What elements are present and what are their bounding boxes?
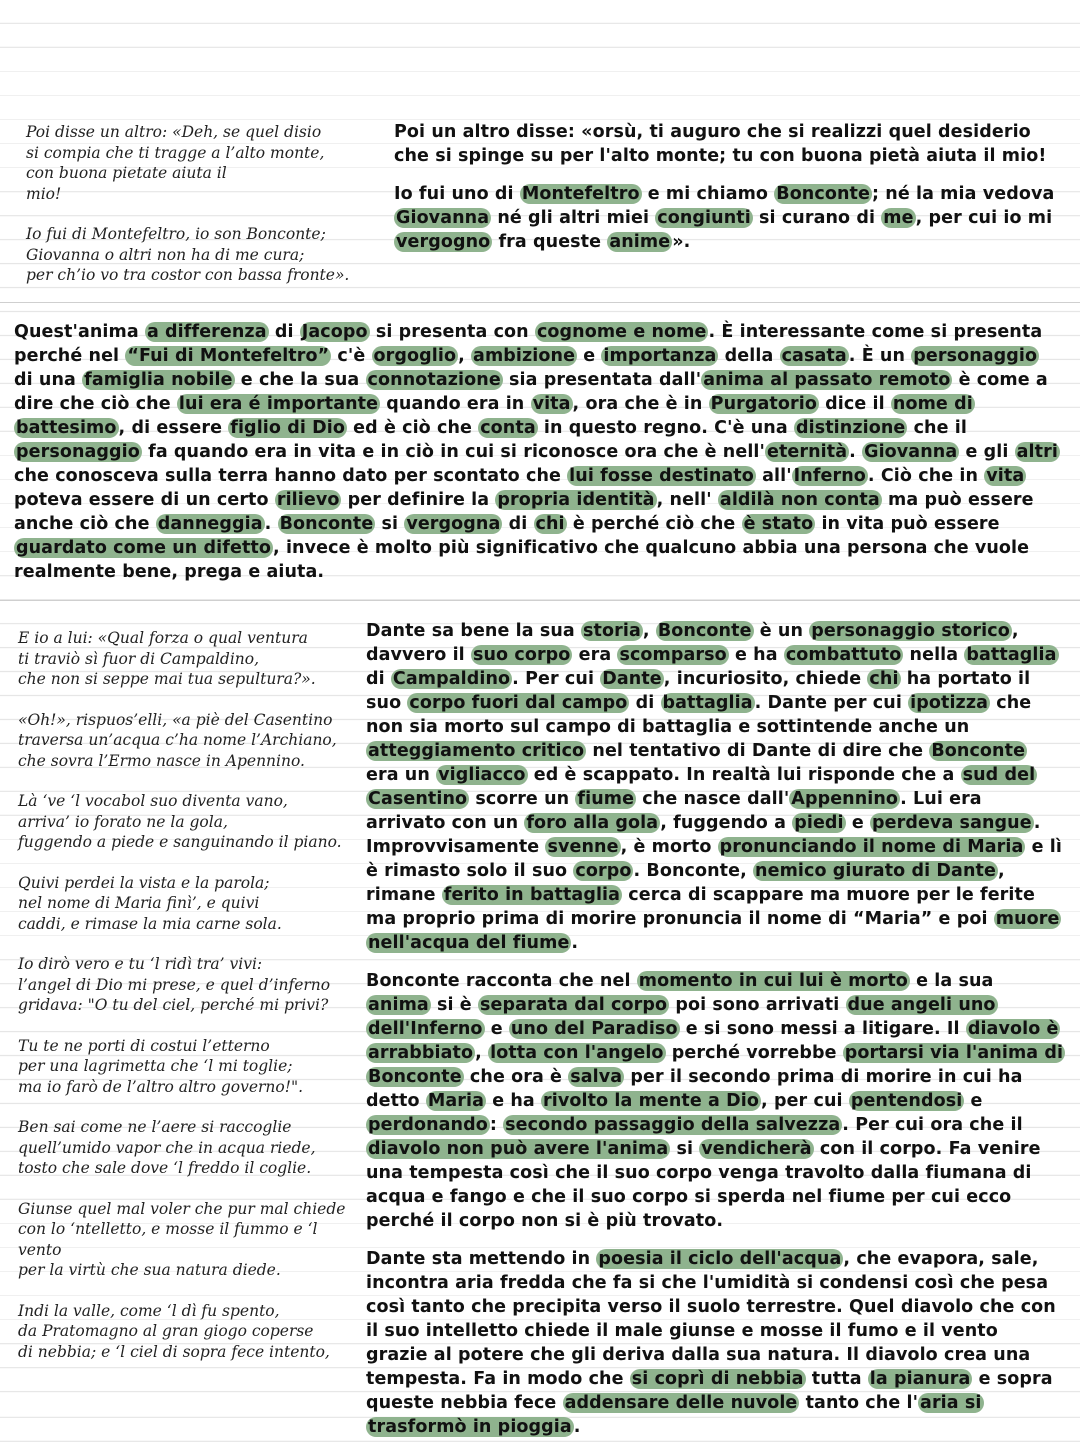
verse-line: Poi disse un altro: «Deh, se quel disio <box>26 123 322 141</box>
verse-line: per la virtù che sua natura diede. <box>18 1261 281 1279</box>
highlighted-phrase: lui fosse destinato <box>569 466 754 486</box>
verse-line: ti traviò sì fuor di Campaldino, <box>18 649 260 668</box>
note-text: Io fui uno di <box>394 184 520 204</box>
highlighted-phrase: vergogno <box>396 232 491 252</box>
poem-stanza <box>18 791 360 853</box>
note-text: . <box>573 1417 581 1437</box>
highlighted-phrase: nemico giurato di Dante <box>755 861 996 881</box>
note-text: . È interessante come si presenta perché nel <box>14 322 1043 366</box>
note-text: , <box>475 1043 489 1063</box>
note-text: , rimane <box>366 861 1005 905</box>
highlighted-phrase: battaglia <box>966 645 1057 665</box>
highlighted-phrase: perdeva sangue <box>872 813 1032 833</box>
highlighted-phrase: battaglia <box>662 693 753 713</box>
verse-line: Quivi perdei la vista e la parola; <box>18 873 270 892</box>
highlighted-phrase: propria identità <box>497 490 655 510</box>
note-text: tanto che l' <box>799 1393 919 1413</box>
note-text: e <box>964 1091 983 1111</box>
note-text: e lì è rimasto solo il suo <box>366 837 1062 881</box>
verse-line: ma io farò de l’altro altro governo!". <box>18 1077 304 1096</box>
highlighted-phrase: personaggio storico <box>811 621 1010 641</box>
highlighted-phrase: fiume <box>577 789 635 809</box>
highlighted-phrase: chi <box>869 669 899 689</box>
highlighted-phrase: perdonando <box>368 1115 488 1135</box>
verse-line: con lo ‘ntelletto, e mosse il fummo e ‘l vento <box>18 1220 318 1259</box>
highlighted-phrase: distinzione <box>795 418 906 438</box>
note-text: e si sono messi a litigare. Il <box>679 1019 966 1039</box>
highlighted-phrase: è stato <box>743 514 814 534</box>
note-text: fra queste <box>492 232 608 252</box>
verse-line: che sovra l’Ermo nasce in Apennino. <box>18 751 305 770</box>
highlighted-phrase: rilievo <box>276 490 340 510</box>
note-text: si curano di <box>752 208 882 228</box>
verse-line: si compia che ti tragge a l’alto monte, <box>26 143 325 162</box>
highlighted-phrase: Bonconte <box>931 741 1026 761</box>
note-text: per il secondo prima di morire in cui ha detto <box>366 1067 1023 1111</box>
highlighted-phrase: Montefeltro <box>521 184 640 204</box>
verse-line: arriva’ io forato ne la gola, <box>18 812 228 831</box>
note-text: e che la sua <box>234 370 366 390</box>
verse-line: con buona pietate aiuta il <box>26 164 227 182</box>
note-text: che nasce dall' <box>636 789 790 809</box>
note-text: è un <box>753 621 810 641</box>
note-text: perché vorrebbe <box>665 1043 843 1063</box>
highlighted-phrase: anima al passato remoto <box>703 370 951 390</box>
highlighted-phrase: figlio di Dio <box>230 418 345 438</box>
handwritten-paragraph <box>366 969 1064 1233</box>
highlighted-phrase: si coprì di nebbia <box>631 1369 804 1389</box>
note-text: di <box>366 669 391 689</box>
poem-stanza <box>26 224 366 286</box>
verse-line: «Oh!», rispuos’elli, «a piè del Casentino <box>18 710 333 729</box>
highlighted-phrase: ferito in battaglia <box>443 885 621 905</box>
note-text: . Lui era arrivato con un <box>366 789 982 833</box>
verse-line: caddi, e rimase la mia carne sola. <box>18 914 282 933</box>
highlighted-phrase: nome di battesimo <box>16 394 973 438</box>
verse-line: per una lagrimetta che ‘l mi toglie; <box>18 1057 293 1075</box>
highlighted-phrase: storia <box>583 621 641 641</box>
verse-line: quell’umido vapor che in acqua riede, <box>18 1138 316 1157</box>
highlighted-phrase: Appennino <box>791 789 899 809</box>
note-text: in questo regno. C'è una <box>537 418 794 438</box>
highlighted-phrase: svenne <box>547 837 619 857</box>
highlighted-phrase: foro alla gola <box>526 813 659 833</box>
highlighted-phrase: Bonconte <box>776 184 870 204</box>
note-text: era <box>572 645 618 665</box>
highlighted-phrase: eternità <box>766 442 848 462</box>
note-text: Poi un altro disse: «orsù, ti auguro che si realizzi quel desiderio che si spinge su per l'alto monte; tu con buona pietà aiuta il mio! <box>394 122 1047 166</box>
note-text: tutta <box>805 1369 868 1389</box>
highlighted-phrase: personaggio <box>16 442 140 462</box>
highlighted-phrase: ipotizza <box>910 693 989 713</box>
note-text: scorre un <box>469 789 576 809</box>
note-text: . Bonconte, <box>633 861 754 881</box>
note-text: . Ciò che in <box>867 466 985 486</box>
note-text: era un <box>366 765 437 785</box>
note-text: che conosceva sulla terra hanno dato per scontato che <box>14 466 568 486</box>
verse-line: da Pratomagno al gran giogo coperse <box>18 1322 314 1340</box>
note-text: e <box>845 813 871 833</box>
note-text: poi sono arrivati <box>669 995 846 1015</box>
verse-line: fuggendo a piede e sanguinando il piano. <box>18 833 342 851</box>
note-text: nella <box>903 645 965 665</box>
handwritten-paragraph <box>394 120 1064 168</box>
note-text: si presenta con <box>369 322 535 342</box>
note-text: è come a dire che ciò che <box>14 370 1048 414</box>
verse-line: l’angel di Dio mi prese, e quel d’inferno <box>18 975 331 994</box>
highlighted-phrase: altri <box>1016 442 1058 462</box>
poem-stanza <box>18 1199 360 1281</box>
highlighted-phrase: secondo passaggio della salvezza <box>505 1115 841 1135</box>
note-text: Dante sa bene la sua <box>366 621 582 641</box>
highlighted-phrase: Dante <box>602 669 662 689</box>
highlighted-phrase: corpo <box>575 861 632 881</box>
note-text: in vita può essere <box>815 514 1000 534</box>
highlighted-phrase: vendicherà <box>701 1139 812 1159</box>
highlighted-phrase: Giovanna <box>864 442 958 462</box>
verse-line: E io a lui: «Qual forza o qual ventura <box>18 629 308 647</box>
note-text: con il corpo. Fa venire una tempesta così che il suo corpo venga travolto dalla fiumana di acqua e fango e che il suo corpo si sperda nel fiume per cui ecco perché il corpo non si è più trovato. <box>366 1139 1041 1231</box>
highlighted-phrase: Jacopo <box>301 322 368 342</box>
highlighted-phrase: cognome e nome <box>536 322 707 342</box>
note-text: , per cui io mi <box>915 208 1053 228</box>
note-text: ; né la mia vedova <box>871 184 1055 204</box>
highlighted-phrase: Purgatorio <box>710 394 817 414</box>
highlighted-phrase: “Fui di Montefeltro” <box>127 346 330 366</box>
verse-line: Ben sai come ne l’aere si raccoglie <box>18 1118 292 1136</box>
note-text: all' <box>755 466 792 486</box>
highlighted-phrase: combattuto <box>785 645 902 665</box>
poem-stanza <box>18 1117 360 1179</box>
note-text: , nell' <box>656 490 718 510</box>
highlighted-phrase: guardato come un difetto <box>16 538 272 558</box>
highlighted-phrase: addensare delle nuvole <box>564 1393 798 1413</box>
note-text: . Per cui <box>512 669 601 689</box>
highlighted-phrase: pronunciando il nome di Maria <box>719 837 1024 857</box>
commentary-bottom <box>366 619 1064 1453</box>
note-text: e <box>484 1019 509 1039</box>
note-text: e gli <box>959 442 1015 462</box>
highlighted-phrase: connotazione <box>367 370 501 390</box>
verse-line: gridava: "O tu del ciel, perché mi privi? <box>18 996 329 1014</box>
note-text: e la sua <box>909 971 994 991</box>
poem-stanza <box>18 1301 360 1363</box>
highlighted-phrase: personaggio <box>913 346 1038 366</box>
note-text: , per cui <box>761 1091 849 1111</box>
highlighted-phrase: scomparso <box>619 645 727 665</box>
note-text: . <box>849 442 863 462</box>
highlighted-phrase: muore nell'acqua del fiume <box>368 909 1060 953</box>
verse-line: tosto che sale dove ‘l freddo il coglie. <box>18 1159 312 1177</box>
verse-line: nel nome di Maria finì’, e quivi <box>18 894 260 912</box>
highlighted-phrase: atteggiamento critico <box>368 741 585 761</box>
highlighted-phrase: Inferno <box>793 466 866 486</box>
note-text: poteva essere di un certo <box>14 490 275 510</box>
note-text: ed è scappato. In realtà lui risponde che a <box>527 765 961 785</box>
note-text: , davvero il <box>366 621 1019 665</box>
note-text: si <box>670 1139 700 1159</box>
note-text: è perché ciò che <box>566 514 742 534</box>
highlighted-phrase: momento in cui lui è morto <box>638 971 908 991</box>
highlighted-phrase: importanza <box>603 346 717 366</box>
note-text: ha portato il suo <box>366 669 1031 713</box>
note-text: si è <box>430 995 478 1015</box>
note-text: della <box>718 346 780 366</box>
highlighted-phrase: vigliacco <box>438 765 526 785</box>
highlighted-phrase: ambizione <box>473 346 576 366</box>
highlighted-phrase: Maria <box>427 1091 485 1111</box>
highlighted-phrase: aldilà non conta <box>719 490 880 510</box>
handwritten-paragraph <box>366 1247 1064 1439</box>
note-text: che ora è <box>463 1067 569 1087</box>
poem-verses-bottom <box>18 628 360 1382</box>
verse-line: Giunse quel mal voler che pur mal chiede <box>18 1199 346 1218</box>
note-text: : <box>489 1115 504 1135</box>
verse-line: Indi la valle, come ‘l dì fu spento, <box>18 1301 280 1320</box>
poem-stanza <box>18 954 360 1016</box>
poem-verses-top <box>26 122 366 306</box>
highlighted-phrase: danneggia <box>157 514 263 534</box>
highlighted-phrase: anima <box>368 995 429 1015</box>
highlighted-phrase: suo corpo <box>472 645 571 665</box>
verse-line: Io dirò vero e tu ‘l ridì tra’ vivi: <box>18 955 263 973</box>
highlighted-phrase: separata dal corpo <box>479 995 668 1015</box>
highlighted-phrase: famiglia nobile <box>84 370 233 390</box>
note-text: e ha <box>728 645 784 665</box>
note-text: e sopra queste nebbia fece <box>366 1369 1053 1413</box>
highlighted-phrase: la pianura <box>869 1369 971 1389</box>
note-text: c'è <box>331 346 372 366</box>
note-text: per definire la <box>341 490 496 510</box>
note-text: , incuriosito, chiede <box>663 669 868 689</box>
note-text: , <box>458 346 472 366</box>
note-text: . Improvvisamente <box>366 813 1041 857</box>
highlighted-phrase: conta <box>480 418 536 438</box>
note-text: ma può essere anche ciò che <box>14 490 1034 534</box>
poem-stanza <box>18 1036 360 1098</box>
verse-line: traversa un’acqua c’ha nome l’Archiano, <box>18 731 337 749</box>
handwritten-paragraph <box>366 619 1064 955</box>
handwritten-paragraph <box>394 182 1064 254</box>
highlighted-phrase: vita <box>532 394 571 414</box>
highlighted-phrase: Bonconte <box>657 621 752 641</box>
verse-line: per ch’io vo tra costor con bassa fronte». <box>26 266 350 284</box>
note-text: che il <box>907 418 967 438</box>
note-text: sia presentata dall' <box>502 370 702 390</box>
note-text: e ha <box>486 1091 542 1111</box>
note-text: . <box>264 514 278 534</box>
verse-line: di nebbia; e ‘l ciel di sopra fece intento, <box>18 1342 330 1361</box>
note-text: si <box>375 514 405 534</box>
paraphrase-top <box>394 120 1064 268</box>
section-divider <box>0 600 1080 601</box>
note-text: Bonconte racconta che nel <box>366 971 637 991</box>
highlighted-phrase: due angeli uno dell'Inferno <box>368 995 996 1039</box>
note-text: , che evapora, sale, incontra aria fredda che fa si che l'umidità si condensi così che pesa così tanto che precipita verso il suolo terrestre. Quel diavolo che con il suo intelletto chiede il male giunse e mosse il fumo e il vento grazie al potere che gli deriva dalla sua natura. Il diavolo crea una tempesta. Fa in modo che <box>366 1249 1056 1389</box>
verse-line: che non si seppe mai tua sepultura?». <box>18 670 316 688</box>
highlighted-phrase: orgoglio <box>373 346 457 366</box>
highlighted-phrase: diavolo è arrabbiato <box>368 1019 1059 1063</box>
highlighted-phrase: diavolo non può avere l'anima <box>368 1139 669 1159</box>
highlighted-phrase: casata <box>781 346 847 366</box>
note-text: , è morto <box>620 837 718 857</box>
note-text: e <box>577 346 602 366</box>
highlighted-phrase: lui era é importante <box>178 394 379 414</box>
highlighted-phrase: Giovanna <box>396 208 490 228</box>
note-text: e mi chiamo <box>641 184 775 204</box>
note-text: di <box>629 693 661 713</box>
note-text: ed è ciò che <box>346 418 479 438</box>
verse-line: Io fui di Montefeltro, io son Bonconte; <box>26 225 326 243</box>
note-text: . <box>571 933 579 953</box>
highlighted-phrase: vita <box>986 466 1025 486</box>
handwritten-paragraph <box>14 320 1064 584</box>
note-text: , invece è molto più significativo che qualcuno abbia una persona che vuole realmente bene, prega e aiuta. <box>14 538 1030 582</box>
highlighted-phrase: rivolto la mente a Dio <box>543 1091 760 1111</box>
note-text: quando era in <box>380 394 531 414</box>
verse-line: mio! <box>26 184 62 203</box>
poem-stanza <box>18 873 360 935</box>
note-text: . Per cui ora che il <box>842 1115 1023 1135</box>
note-text: Quest'anima <box>14 322 145 342</box>
note-text: di una <box>14 370 83 390</box>
highlighted-phrase: Campaldino <box>392 669 511 689</box>
commentary-bonconte <box>14 320 1064 598</box>
note-text: nel tentativo di Dante di dire che <box>586 741 930 761</box>
highlighted-phrase: aria si trasformò in pioggia <box>368 1393 982 1437</box>
poem-stanza <box>18 628 360 690</box>
note-text: , di essere <box>118 418 229 438</box>
poem-stanza <box>26 122 366 204</box>
note-text: di <box>268 322 300 342</box>
verse-line: Tu te ne porti di costui l’etterno <box>18 1036 270 1055</box>
note-text: cerca di scappare ma muore per le ferite ma proprio prima di morire pronuncia il nome di “Maria” e poi <box>366 885 1035 929</box>
highlighted-phrase: vergogna <box>406 514 501 534</box>
note-text: che non sia morto sul campo di battaglia e sottintende anche un <box>366 693 1032 737</box>
note-text: , <box>642 621 656 641</box>
highlighted-phrase: anime <box>609 232 671 252</box>
highlighted-phrase: congiunti <box>657 208 751 228</box>
note-text: di <box>502 514 534 534</box>
note-text: ». <box>672 232 691 252</box>
highlighted-phrase: corpo fuori dal campo <box>409 693 628 713</box>
note-text: . Dante per cui <box>754 693 909 713</box>
highlighted-phrase: poesia il ciclo dell'acqua <box>598 1249 842 1269</box>
highlighted-phrase: lotta con l'angelo <box>490 1043 664 1063</box>
note-text: dice il <box>818 394 891 414</box>
note-text: fa quando era in vita e in ciò in cui si riconosce ora che è nell' <box>141 442 765 462</box>
highlighted-phrase: a differenza <box>146 322 267 342</box>
highlighted-phrase: salva <box>570 1067 623 1087</box>
note-text: , fuggendo a <box>660 813 793 833</box>
highlighted-phrase: chi <box>535 514 565 534</box>
note-text: . È un <box>848 346 912 366</box>
highlighted-phrase: pentendosi <box>850 1091 963 1111</box>
highlighted-phrase: uno del Paradiso <box>510 1019 678 1039</box>
highlighted-phrase: portarsi via l'anima di Bonconte <box>368 1043 1064 1087</box>
poem-stanza <box>18 710 360 772</box>
verse-line: Giovanna o altri non ha di me cura; <box>26 245 305 264</box>
note-text: né gli altri miei <box>491 208 656 228</box>
highlighted-phrase: sud del Casentino <box>368 765 1036 809</box>
highlighted-phrase: me <box>883 208 914 228</box>
highlighted-phrase: Bonconte <box>279 514 374 534</box>
highlighted-phrase: piedi <box>794 813 844 833</box>
note-text: , ora che è in <box>572 394 709 414</box>
note-text: Dante sta mettendo in <box>366 1249 597 1269</box>
verse-line: Là ‘ve ‘l vocabol suo diventa vano, <box>18 792 288 810</box>
